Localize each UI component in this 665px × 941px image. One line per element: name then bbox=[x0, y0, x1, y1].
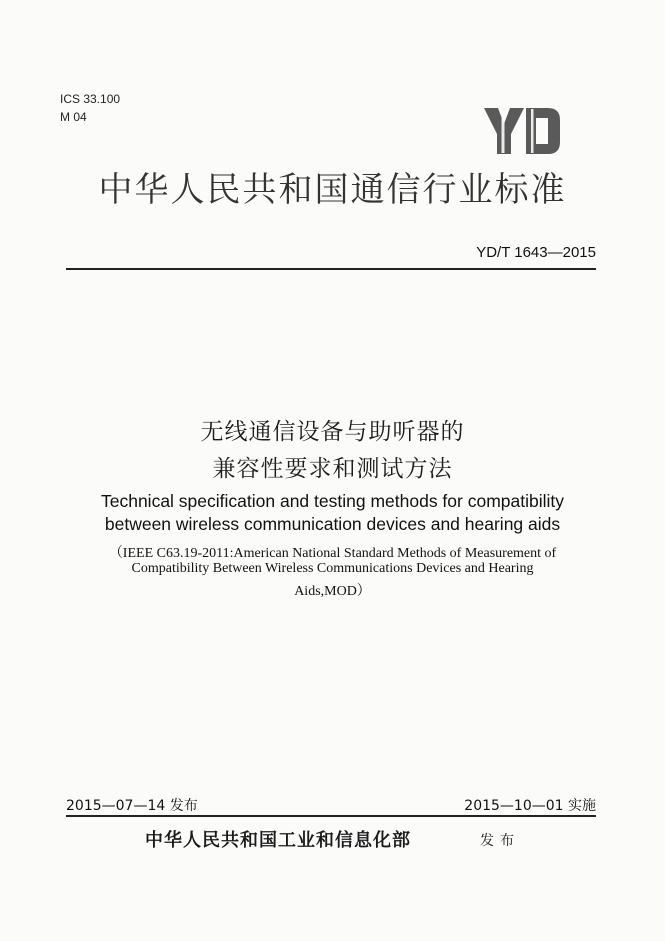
publisher-name: 中华人民共和国工业和信息化部 bbox=[145, 830, 411, 851]
ics-code: ICS 33.100 bbox=[60, 92, 121, 106]
reference-standard-line-1: （IEEE C63.19-2011:American National Standard Methods of Measurement of bbox=[108, 546, 557, 561]
chinese-title-line-2: 兼容性要求和测试方法 bbox=[212, 456, 453, 482]
implementation-date: 2015—10—01 实施 bbox=[464, 798, 596, 814]
issue-date: 2015—07—14 发布 bbox=[66, 798, 198, 814]
english-title-line-1: Technical specification and testing methods for compatibility bbox=[100, 491, 564, 511]
top-divider bbox=[66, 268, 596, 270]
reference-standard-line-2: Compatibility Between Wireless Communications Devices and Hearing bbox=[131, 561, 534, 576]
standard-category-title: 中华人民共和国通信行业标准 bbox=[98, 170, 567, 210]
standard-number: YD/T 1643—2015 bbox=[476, 244, 596, 261]
publisher-action: 发布 bbox=[480, 833, 520, 849]
chinese-title-line-1: 无线通信设备与助听器的 bbox=[200, 419, 465, 445]
classification-code: M 04 bbox=[60, 110, 87, 124]
reference-standard-line-3: Aids,MOD） bbox=[294, 584, 371, 599]
yd-logo bbox=[482, 106, 562, 156]
english-title-line-2: between wireless communication devices and hearing aids bbox=[104, 514, 561, 534]
bottom-divider bbox=[66, 815, 596, 817]
